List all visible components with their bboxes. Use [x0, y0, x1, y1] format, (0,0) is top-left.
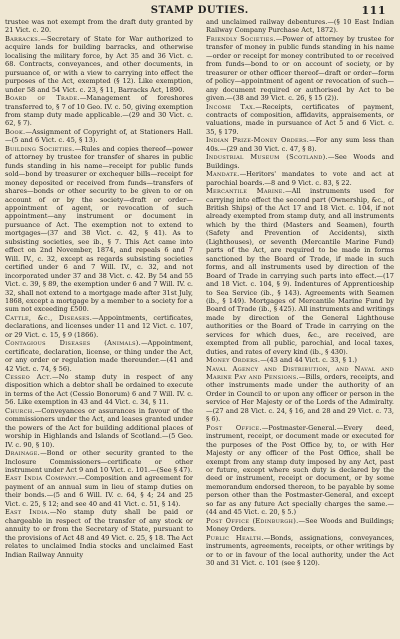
list-item: Board of Trade.—Management of foreshores transferred to, § 7 of 10 Geo. IV. c. 50, giving exemption from stamp duty made applicable.—(29 and 30 Vict. c. 62, § 7).	[5, 94, 193, 128]
list-item: Contagious Diseases (Animals).—Appointment, certificate, declaration, license, or thing under the Act, or any order or regulation made thereunder.—(41 and 42 Vict. c. 74, § 56).	[5, 339, 193, 373]
list-item: Naval Agency and Distribution, and Naval and Marine Pay and Pensions.—Bills, orders, receipts, and other instruments made under the authority of an Order in Council to or upon any officer or person in the service of Her Majesty or of the Lords of the Admiralty.—(27 and 28 Vict. c. 24, § 16, and 28 and 29 Vict. c. 73, § 6).	[206, 364, 394, 424]
list-item: Cesseo Act.—No stamp duty in respect of any disposition which a debtor shall be ordained to execute in terms of the Act (Cessio Bonorum) 6 and 7 Will. IV. c. 56. Like exemption in 43 and 44 Vict. c. 34, § 11.	[5, 373, 193, 407]
list-item: Drainage.—Bond or other security granted to the Inclosure Commissioners—certificate or other instrument under Act 9 and 10 Vict. c. 101.—(See § 47).	[5, 449, 193, 475]
list-item: Cattle, &c., Diseases.—Appointments, certificates, declarations, and licenses under 11 and 12 Vict. c. 107, or 29 Vict. c. 15, § 9 (1866).	[5, 313, 193, 339]
right-column	[206, 18, 394, 636]
running-title: STAMP DUTIES.	[150, 4, 249, 16]
page-number: 111	[361, 3, 386, 17]
list-item: Building Societies.—Rules and copies thereof—power of attorney by trustee for transfer of shares in public funds standing in his name—receipt for public funds sold—bond by treasurer or exchequer bills—receipt for money deposited or received from funds—transfers of shares—bonds or other security to be given to or on account of or by the society—draft or order—appointment of agent, or revocation of such appointment—any instrument or document in pursuance of Act. The exemption not to extend to mortgages—(37 and 38 Vict. c. 42, § 41). As to subsisting societies, see ib., § 7. This Act came into effect on 2nd November, 1874, and repeals 6 and 7 Will. IV., c. 32, except as regards subsisting societies certified under 6 and 7 Will. IV., c. 32, and not incorporated under 37 and 38 Vict. c. 42. By 54 and 55 Vict. c. 39, § 89, the exemption under 6 and 7 Will. IV. c. 32, shall not extend to a mortgage made after 31st July, 1868, except a mortgage by a member to a society for a sum not exceeding £500.	[5, 144, 193, 314]
list-item: Industrial Museum (Scotland).—See Woods and Buildings.	[206, 153, 394, 170]
list-item: Post Office.—Postmaster-General.—Every deed, instrument, receipt, or document made or executed for the purposes of the Post Office by, to, or with Her Majesty or any officer of the Post Office, shall be exempt from any stamp duty imposed by any Act, past or future, except where such duty is declared by the deed or instrument, receipt or document, or by some memorandum endorsed thereon, to be payable by some person other than the Postmaster-General, and except so far as any future Act specially charges the same.—(44 and 45 Vict. c. 20, § 5.)	[206, 423, 394, 517]
list-item: East India Company.—Composition and agreement for payment of an annual sum in lieu of stamp duties on their bonds.—(5 and 6 Will. IV. c. 64, § 4; 24 and 25 Vict. c. 25, § 12; and see 40 and 41 Vict. c. 51, § 14).	[5, 474, 193, 508]
list-item: Public Health.—Bonds, assignations, conveyances, instruments, agreements, receipts, or other writings by or to or in favour of the local authority, under the Act 30 and 31 Vict. c. 101 (see § 120).	[206, 533, 394, 567]
list-item: Post Office (Edinburgh).—See Woods and Buildings; Money Orders.	[206, 516, 394, 534]
list-item: East India.—No stamp duty shall be paid or chargeable in respect of the transfer of any stock or annuity to or from the Secretary of State, pursuant to the provisions of Act 48 and 49 Vict. c. 25, § 18. The Act relates to unclaimed India stocks and unclaimed East Indian Railway Annuity	[5, 508, 193, 559]
list-item: trustee was not exempt from the draft duty granted by 21 Vict. c. 20.	[5, 18, 193, 35]
list-item: Barracks.—Secretary of State for War authorized to acquire lands for building barracks, and otherwise localising the military force, by Act 35 and 36 Vict. c. 68. Contracts, conveyances, and other documents, in pursuance of, or with a view to carrying into effect the purposes of the Act, exempted (§ 12). Like exemption, under 58 and 54 Vict. c. 23, § 11, Barracks Act, 1890.	[5, 34, 193, 94]
left-column	[5, 18, 193, 636]
list-item: Indian Prize-Money Orders.—For any sum less than 40s.—(29 and 30 Vict. c. 47, § 8).	[206, 136, 394, 153]
list-item: Mandate.—Heritors' mandates to vote and act at parochial boards.—8 and 9 Vict. c. 83, § 22.	[206, 170, 394, 187]
list-item: and unclaimed railway debentures.—(§ 10 East Indian Railway Company Purchase Act, 1872).	[206, 18, 394, 35]
list-item: Friendly Societies.—Power of attorney by trustee for transfer of money in public funds standing in his name—order or receipt for money contributed to or received from funds—bond to or on account of society, or by treasurer or other officer thereof—draft or order—form of policy—appointment of agent or revocation of such—any document required or authorised by Act to be given.—(38 and 39 Vict. c. 26, § 15 (2)).	[206, 34, 394, 103]
list-item: Mercantile Marine.—All instruments used for carrying into effect the second part (Ownership, &c., of British Ships) of the Act 17 and 18 Vict. c. 104, if not already exempted from stamp duty, and all instruments which by the third (Masters and Seamen), fourth (Safety and Prevention of Accidents), sixth (Lighthouses), or seventh (Mercantile Marine Fund) parts of the Act, are required to be made in forms sanctioned by the Board of Trade, if made in such forms, and all instruments used by direction of the Board of Trade in carrying such parts into effect.—(17 and 18 Vict. c. 104, § 9). Indentures of Apprenticeship to Sea Service (ib., § 143). Agreements with Seamen (ib., § 149). Mortgages of Mercantile Marine Fund by Board of Trade (ib., § 425). All instruments and writings made by direction of the General Lighthouse authorities or the Board of Trade in carrying on the services for which dues, &c., are received, are exempted from all public, parochial, and local taxes, duties, and rates of every kind (ib., § 430).	[206, 187, 394, 356]
list-item: Income Tax.—Receipts, certificates of payment, contracts of composition, affidavits, appraisements, or valuations, made in pursuance of Act 5 and 6 Vict. c. 35, § 179.	[206, 102, 394, 136]
list-item: Book.—Assignment of Copyright of, at Stationers Hall.—(5 and 6 Vict. c. 45, § 13).	[5, 127, 193, 145]
list-item: Church.—Conveyances or assurances in favour of the commissioners under the Act, and leases granted under the powers of the Act for building additional places of worship in Highlands and Islands of Scotland.—(5 Geo. IV. c. 90, § 10).	[5, 406, 193, 449]
running-header	[0, 0, 400, 20]
list-item: Money Orders.—(43 and 44 Vict. c. 33, § 1.)	[206, 356, 357, 365]
